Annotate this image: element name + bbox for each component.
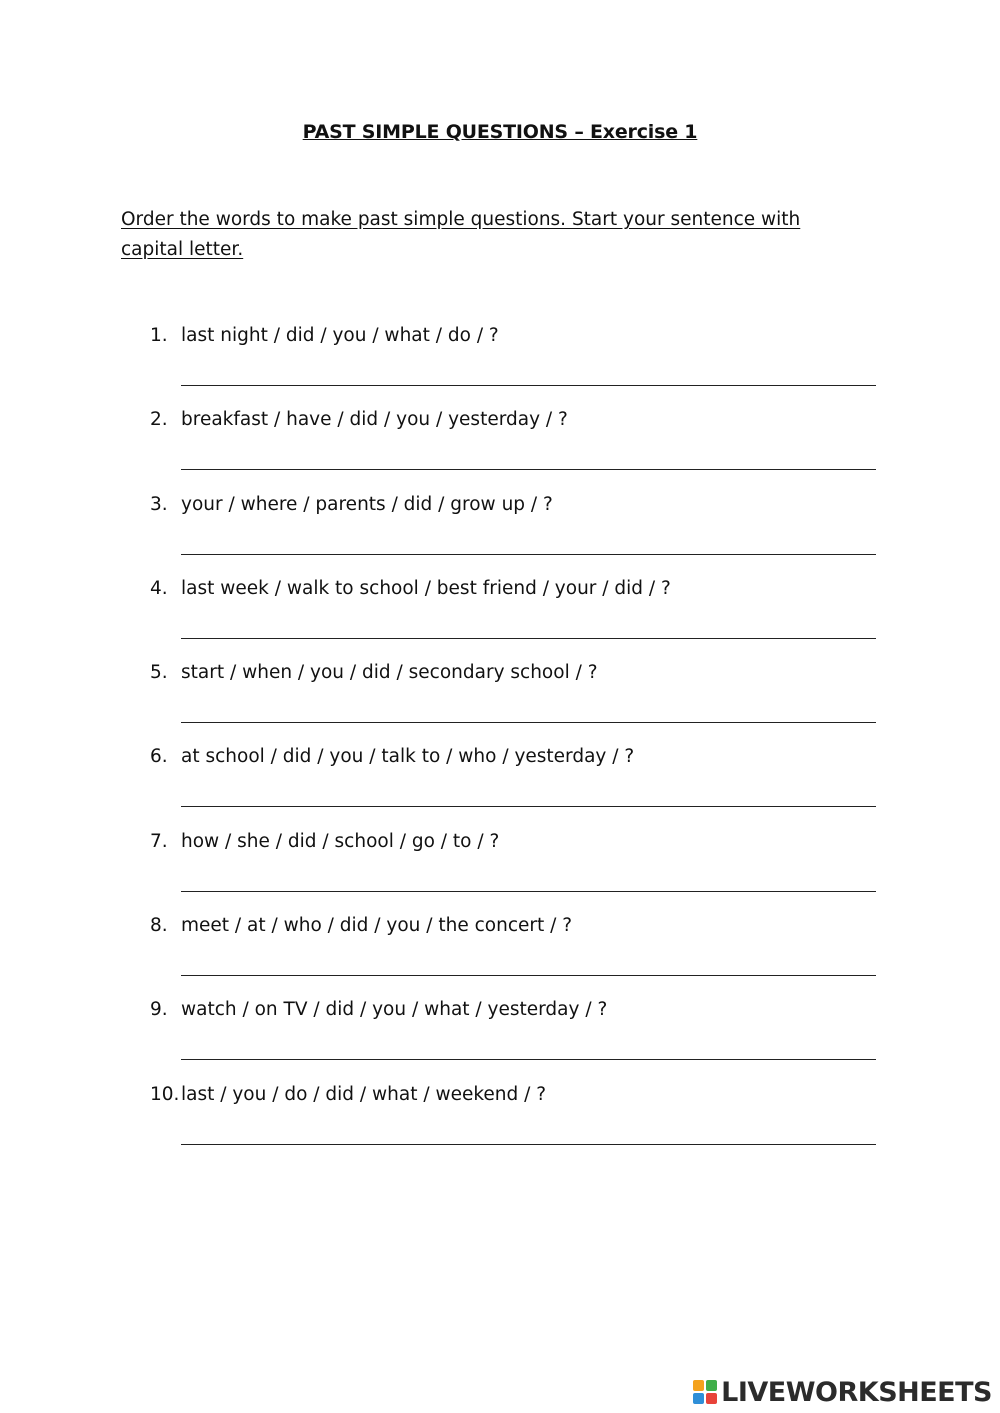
question-text: how / she / did / school / go / to / ? bbox=[181, 830, 500, 852]
question-item bbox=[150, 658, 880, 742]
question-item bbox=[150, 742, 880, 826]
question-item bbox=[150, 490, 880, 574]
logo-mark-icon bbox=[693, 1380, 717, 1404]
question-text: start / when / you / did / secondary school / ? bbox=[181, 662, 598, 684]
question-number: 5. bbox=[150, 662, 168, 684]
question-text: last night / did / you / what / do / ? bbox=[181, 325, 499, 346]
question-item bbox=[150, 321, 880, 405]
answer-input[interactable] bbox=[181, 469, 876, 470]
instructions: Order the words to make past simple questions. Start your sentence with capital letter. bbox=[121, 209, 801, 260]
logo-square-icon bbox=[693, 1380, 704, 1391]
question-number: 6. bbox=[150, 746, 168, 768]
question-number: 8. bbox=[150, 915, 168, 937]
question-item bbox=[150, 911, 880, 995]
logo-square-icon bbox=[706, 1393, 717, 1404]
logo-text: LIVEWORKSHEETS bbox=[721, 1376, 992, 1408]
question-number: 9. bbox=[150, 999, 168, 1021]
logo-square-icon bbox=[693, 1393, 704, 1404]
logo-square-icon bbox=[706, 1380, 717, 1391]
answer-input[interactable] bbox=[181, 975, 876, 976]
question-item bbox=[150, 1080, 880, 1164]
question-item bbox=[150, 827, 880, 911]
answer-input[interactable] bbox=[181, 806, 876, 807]
question-number: 2. bbox=[150, 409, 168, 431]
question-item bbox=[150, 574, 880, 658]
question-number: 7. bbox=[150, 830, 168, 852]
question-text: at school / did / you / talk to / who / yesterday / ? bbox=[181, 746, 635, 768]
question-number: 10. bbox=[150, 1083, 180, 1105]
liveworksheets-logo bbox=[693, 1375, 992, 1409]
answer-input[interactable] bbox=[181, 385, 876, 386]
question-item bbox=[150, 995, 880, 1079]
question-text: last week / walk to school / best friend / your / did / ? bbox=[181, 577, 671, 599]
question-text: last / you / do / did / what / weekend / ? bbox=[181, 1083, 547, 1105]
question-item bbox=[150, 405, 880, 489]
question-list bbox=[150, 321, 880, 1164]
answer-input[interactable] bbox=[181, 638, 876, 639]
question-number: 1. bbox=[150, 325, 168, 346]
answer-input[interactable] bbox=[181, 722, 876, 723]
question-text: meet / at / who / did / you / the concert / ? bbox=[181, 915, 573, 937]
question-number: 4. bbox=[150, 577, 168, 599]
answer-input[interactable] bbox=[181, 891, 876, 892]
worksheet-title: PAST SIMPLE QUESTIONS – Exercise 1 bbox=[302, 121, 698, 143]
question-text: your / where / parents / did / grow up / ? bbox=[181, 493, 553, 515]
answer-input[interactable] bbox=[181, 1144, 876, 1145]
answer-input[interactable] bbox=[181, 1059, 876, 1060]
answer-input[interactable] bbox=[181, 554, 876, 555]
question-text: breakfast / have / did / you / yesterday / ? bbox=[181, 409, 568, 431]
question-text: watch / on TV / did / you / what / yesterday / ? bbox=[181, 999, 608, 1021]
question-number: 3. bbox=[150, 493, 168, 515]
